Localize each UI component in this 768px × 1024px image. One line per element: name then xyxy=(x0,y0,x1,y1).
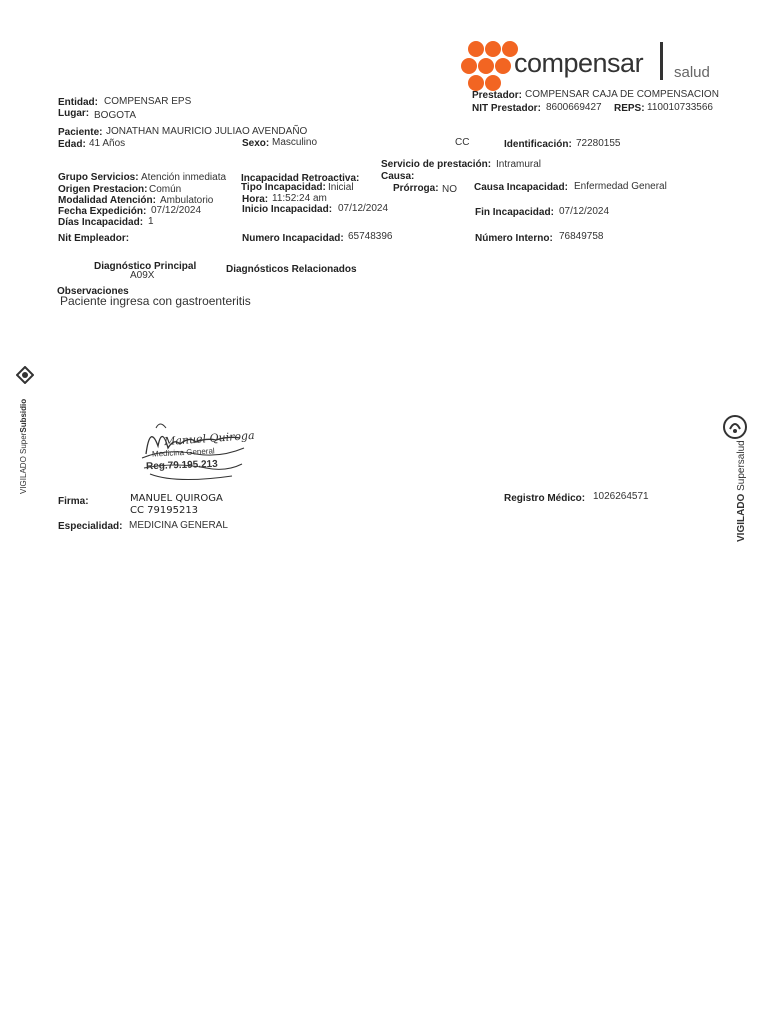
reps-value: 110010733566 xyxy=(647,102,713,113)
dias-incapacidad-label: Días Incapacidad: xyxy=(58,217,144,228)
inicio-incapacidad-value: 07/12/2024 xyxy=(338,203,389,214)
paciente-value: JONATHAN MAURICIO JULIAO AVENDAÑO xyxy=(106,126,308,137)
supersubsidio-seal xyxy=(14,366,38,496)
edad-label: Edad: xyxy=(58,139,86,150)
identificacion-value: 72280155 xyxy=(576,138,621,149)
supersubsidio-bold: Subsidio xyxy=(19,398,28,433)
supersalud-pre: VIGILADO xyxy=(736,490,747,542)
prestador-label: Prestador: xyxy=(472,90,523,101)
logo-brand: compensar xyxy=(514,48,644,78)
retroactiva-label: Incapacidad Retroactiva: xyxy=(241,173,360,184)
modalidad-value: Ambulatorio xyxy=(160,195,214,206)
observaciones-text: Paciente ingresa con gastroenteritis xyxy=(60,294,251,308)
dias-incapacidad-value: 1 xyxy=(148,216,154,227)
diagnostico-principal-label: Diagnóstico Principal xyxy=(94,261,197,272)
prorroga-value: NO xyxy=(442,184,457,195)
registro-medico-value: 1026264571 xyxy=(593,491,649,502)
lugar-value: BOGOTA xyxy=(94,110,137,121)
signature-registro: Reg.79.195.213 xyxy=(145,458,218,473)
handwritten-signature xyxy=(136,418,255,486)
causa-incapacidad-label: Causa Incapacidad: xyxy=(474,182,568,193)
identificacion-label: Identificación: xyxy=(504,139,572,150)
logo-divider xyxy=(660,42,663,80)
supersalud-icon xyxy=(722,414,748,440)
causa-incapacidad-value: Enfermedad General xyxy=(574,181,667,192)
especialidad-value: MEDICINA GENERAL xyxy=(129,520,228,531)
observaciones-label: Observaciones xyxy=(57,286,129,297)
reps-label: REPS: xyxy=(614,103,645,114)
firma-label: Firma: xyxy=(58,496,89,507)
paciente-label: Paciente: xyxy=(58,127,103,138)
hora-label: Hora: xyxy=(242,194,269,205)
numero-interno-label: Número Interno: xyxy=(475,233,553,244)
supersubsidio-icon xyxy=(16,366,34,384)
tipo-incapacidad-label: Tipo Incapacidad: xyxy=(241,182,326,193)
fecha-expedicion-label: Fecha Expedición: xyxy=(58,206,147,217)
origen-value: Común xyxy=(149,184,182,195)
entidad-value: COMPENSAR EPS xyxy=(104,96,192,107)
registro-medico-label: Registro Médico: xyxy=(504,493,586,504)
sexo-value: Masculino xyxy=(272,137,318,148)
diagnosticos-relacionados-label: Diagnósticos Relacionados xyxy=(226,264,357,275)
supersalud-seal xyxy=(720,414,760,544)
entidad-label: Entidad: xyxy=(58,97,98,108)
nit-label: NIT Prestador: xyxy=(472,103,541,114)
prestador-value: COMPENSAR CAJA DE COMPENSACION xyxy=(525,89,719,100)
tipo-incapacidad-value: Inicial xyxy=(328,182,354,193)
origen-label: Origen Prestacion: xyxy=(58,184,148,195)
prorroga-label: Prórroga: xyxy=(393,183,439,194)
servicio-value: Intramural xyxy=(496,159,542,170)
diagnostico-principal-value: A09X xyxy=(130,270,155,281)
servicio-label: Servicio de prestación: xyxy=(381,159,492,170)
logo-sub: salud xyxy=(674,64,710,81)
firma-cc: CC 79195213 xyxy=(130,505,199,516)
signature-name: Manuel Quiroga xyxy=(163,428,255,449)
nit-empleador-label: Nit Empleador: xyxy=(58,233,130,244)
signature-specialty: Medicina General xyxy=(151,446,215,459)
edad-value: 41 Años xyxy=(89,138,126,149)
logo-dots-icon xyxy=(460,40,518,94)
supersubsidio-pre: VIGILADO Super xyxy=(19,432,28,494)
causa-label: Causa: xyxy=(381,171,415,182)
nit-value: 8600669427 xyxy=(546,102,602,113)
fin-incapacidad-label: Fin Incapacidad: xyxy=(475,207,554,218)
inicio-incapacidad-label: Inicio Incapacidad: xyxy=(242,204,333,215)
firma-name: MANUEL QUIROGA xyxy=(130,493,223,504)
numero-incapacidad-label: Numero Incapacidad: xyxy=(242,233,344,244)
especialidad-label: Especialidad: xyxy=(58,521,123,532)
fin-incapacidad-value: 07/12/2024 xyxy=(559,206,610,217)
grupo-value: Atención inmediata xyxy=(141,172,227,183)
tipo-documento: CC xyxy=(455,137,470,148)
compensar-logo xyxy=(460,38,730,94)
grupo-label: Grupo Servicios: xyxy=(58,172,139,183)
modalidad-label: Modalidad Atención: xyxy=(58,195,156,206)
numero-incapacidad-value: 65748396 xyxy=(348,231,393,242)
hora-value: 11:52:24 am xyxy=(272,193,327,204)
lugar-label: Lugar: xyxy=(58,108,90,119)
supersalud-brand: Supersalud xyxy=(736,440,747,491)
fecha-expedicion-value: 07/12/2024 xyxy=(151,205,202,216)
numero-interno-value: 76849758 xyxy=(559,231,604,242)
sexo-label: Sexo: xyxy=(242,138,270,149)
